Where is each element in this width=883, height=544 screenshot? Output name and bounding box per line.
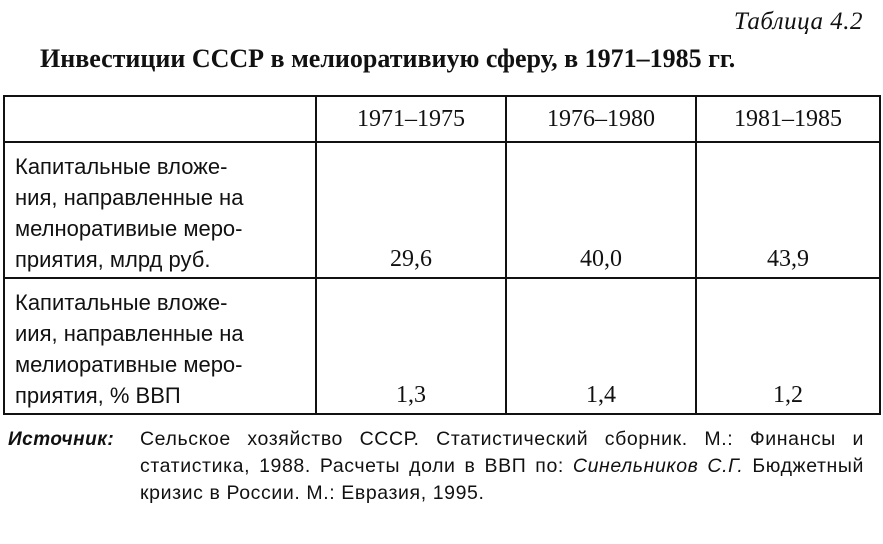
column-header-1976-1980: 1976–1980 <box>506 96 696 142</box>
row-label-billion-rubles: Капитальные вложе- ния, направленные на мелноративиые меро- приятия, млрд руб. <box>4 142 316 278</box>
column-header-1981-1985: 1981–1985 <box>696 96 880 142</box>
source-label: Источник: <box>8 429 115 450</box>
row-label-gdp-percent: Капитальные вложе- иия, направленные на мелиоративные меро- приятия, % ВВП <box>4 278 316 414</box>
source-text <box>140 426 864 507</box>
table-cell: 1,2 <box>696 278 880 414</box>
investment-table <box>3 95 881 415</box>
source-text-part2: Бюджетный кризис в России. М.: Евразия, 1995. <box>140 455 864 504</box>
table-cell: 43,9 <box>696 142 880 278</box>
column-header-1971-1975: 1971–1975 <box>316 96 506 142</box>
column-header-empty <box>4 96 316 142</box>
table-number: Таблица 4.2 <box>733 8 863 35</box>
table-title: Инвестиции СССР в мелиоративиую сферу, в 1971–1985 гг. <box>40 44 736 73</box>
table-cell: 40,0 <box>506 142 696 278</box>
table-row <box>4 278 880 414</box>
source-author: Синельников С.Г. <box>572 455 744 477</box>
table-header-row <box>4 96 880 142</box>
table-cell: 1,3 <box>316 278 506 414</box>
table-cell: 29,6 <box>316 142 506 278</box>
table-row <box>4 142 880 278</box>
source-text-part1: Сельское хозяйство СССР. Статистический сборник. М.: Финансы и статистика, 1988. Расчеты доли в ВВП по: <box>140 428 864 477</box>
table-cell: 1,4 <box>506 278 696 414</box>
